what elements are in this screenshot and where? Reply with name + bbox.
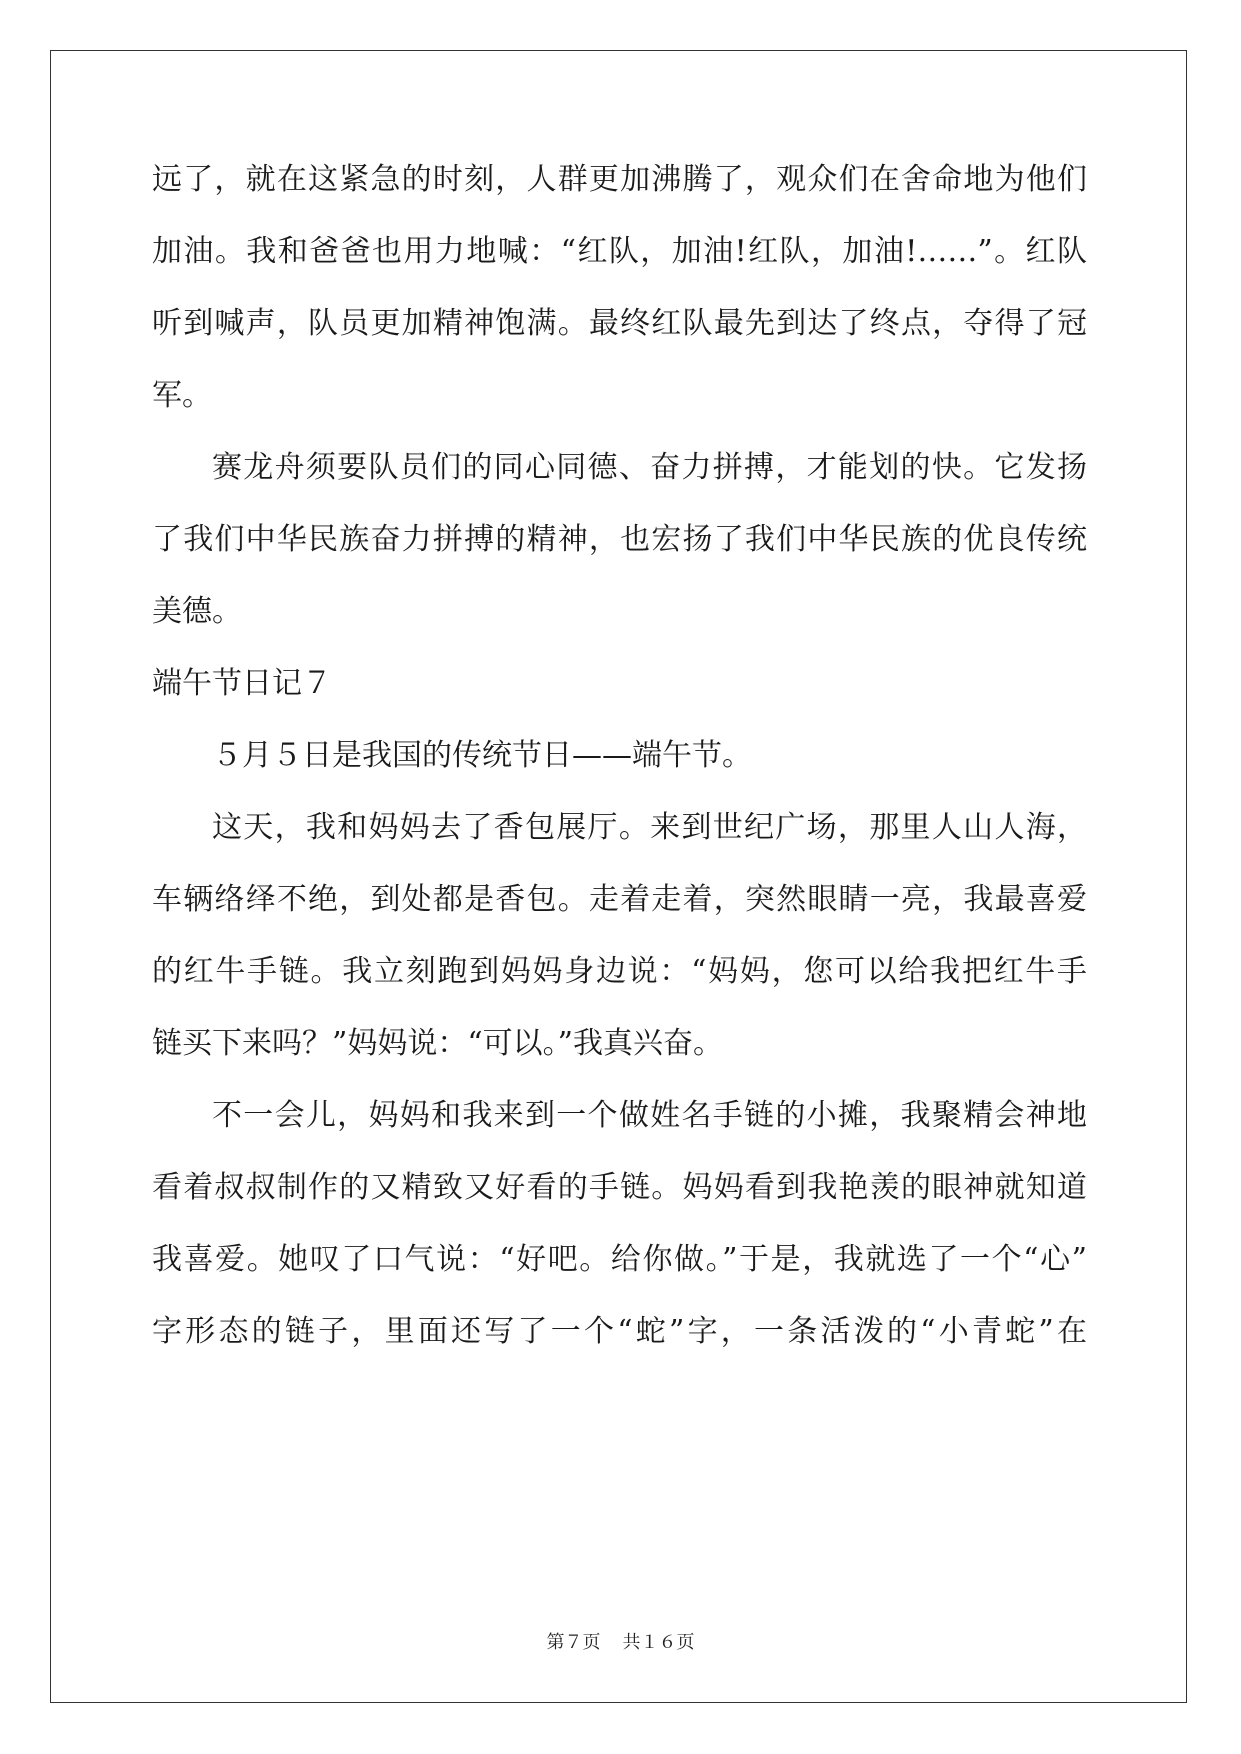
page-border xyxy=(50,50,1187,1703)
page-number: 第７页 xyxy=(546,1632,601,1653)
text-line: 的红牛手链。我立刻跑到妈妈身边说：“妈妈，您可以给我把红牛手 xyxy=(152,954,1087,989)
text-line: 链买下来吗？”妈妈说：“可以。”我真兴奋。 xyxy=(152,1026,724,1061)
text-line: 字形态的链子，里面还写了一个“蛇”字，一条活泼的“小青蛇”在 xyxy=(152,1314,1087,1349)
text-line: 军。 xyxy=(152,378,212,413)
section-heading: 端午节日记７ xyxy=(152,666,332,701)
text-line: 加油。我和爸爸也用力地喊：“红队，加油!红队，加油!……”。红队 xyxy=(152,234,1087,269)
paragraph-first-line: 不一会儿，妈妈和我来到一个做姓名手链的小摊，我聚精会神地 xyxy=(212,1098,1087,1133)
text-line: 我喜爱。她叹了口气说：“好吧。给你做。”于是，我就选了一个“心” xyxy=(152,1242,1087,1277)
text-line: 看着叔叔制作的又精致又好看的手链。妈妈看到我艳羡的眼神就知道 xyxy=(152,1170,1087,1205)
text-line: 远了，就在这紧急的时刻，人群更加沸腾了，观众们在舍命地为他们 xyxy=(152,162,1087,197)
paragraph-first-line: ５月５日是我国的传统节日——端午节。 xyxy=(212,738,752,773)
page-footer xyxy=(0,1631,1241,1655)
text-line: 听到喊声，队员更加精神饱满。最终红队最先到达了终点，夺得了冠 xyxy=(152,306,1087,341)
page-total: 共１６页 xyxy=(622,1632,695,1653)
paragraph-first-line: 这天，我和妈妈去了香包展厅。来到世纪广场，那里人山人海， xyxy=(212,810,1087,845)
text-line: 美德。 xyxy=(152,594,242,629)
text-line: 了我们中华民族奋力拼搏的精神，也宏扬了我们中华民族的优良传统 xyxy=(152,522,1087,557)
text-line: 车辆络绎不绝，到处都是香包。走着走着，突然眼睛一亮，我最喜爱 xyxy=(152,882,1087,917)
paragraph-first-line: 赛龙舟须要队员们的同心同德、奋力拼搏，才能划的快。它发扬 xyxy=(212,450,1087,485)
